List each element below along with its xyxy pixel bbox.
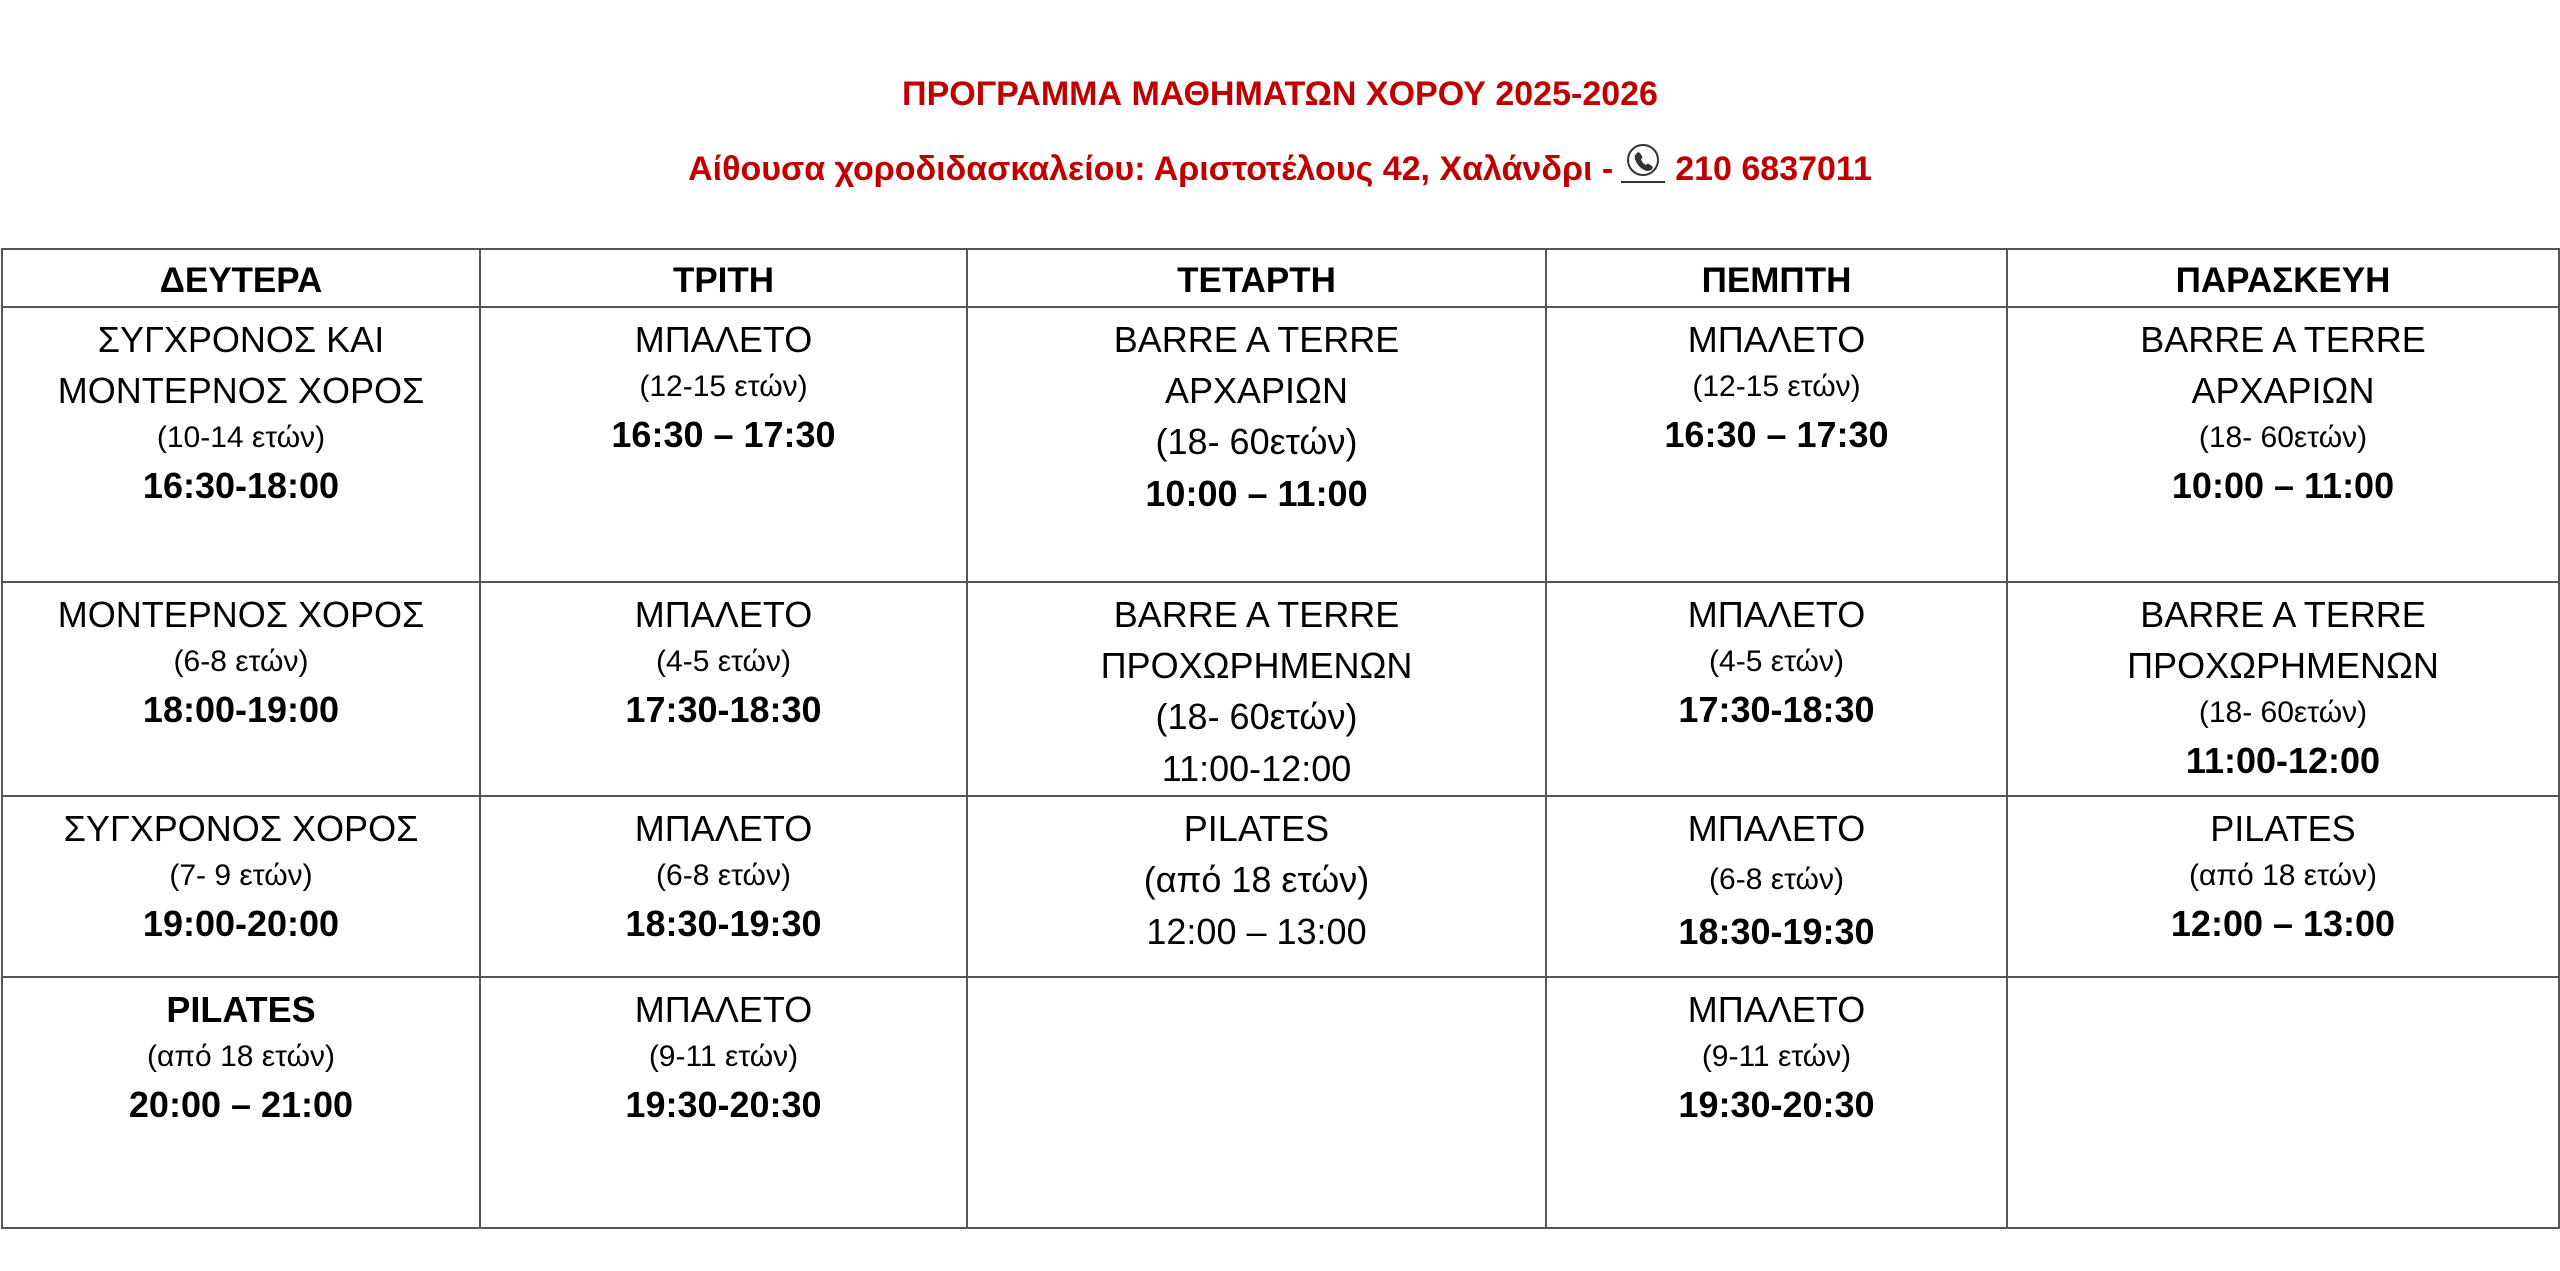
class-name: ΜΟΝΤΕΡΝΟΣ ΧΟΡΟΣ bbox=[57, 594, 425, 635]
class-name: BARRE A TERRE bbox=[1113, 319, 1400, 360]
class-name: BARRE A TERRE bbox=[2140, 594, 2426, 635]
class-time: 12:00 – 13:00 bbox=[1146, 911, 1367, 952]
class-time: 16:30-18:00 bbox=[142, 465, 340, 506]
class-cell bbox=[967, 307, 1546, 582]
age-range: (4-5 ετών) bbox=[656, 645, 791, 678]
class-cell bbox=[1546, 977, 2007, 1228]
age-range: (10-14 ετών) bbox=[156, 421, 326, 454]
schedule-table bbox=[1, 248, 2560, 1229]
class-name: ΜΠΑΛΕΤΟ bbox=[1687, 594, 1866, 635]
empty-cell bbox=[967, 977, 1546, 1228]
class-cell bbox=[1546, 307, 2007, 582]
class-cell bbox=[2, 307, 480, 582]
class-cell bbox=[967, 582, 1546, 796]
day-header: ΠΑΡΑΣΚΕΥΗ bbox=[2007, 249, 2559, 307]
table-row bbox=[2, 977, 2559, 1228]
table-row bbox=[2, 582, 2559, 796]
class-name: ΜΠΑΛΕΤΟ bbox=[634, 808, 813, 849]
age-range: (18- 60ετών) bbox=[2198, 696, 2368, 729]
age-range: (9-11 ετών) bbox=[1701, 1040, 1852, 1073]
class-time: 20:00 – 21:00 bbox=[128, 1084, 354, 1125]
class-name: ΣΥΓΧΡΟΝΟΣ ΧΟΡΟΣ bbox=[63, 808, 419, 849]
class-time: 18:00-19:00 bbox=[142, 689, 340, 730]
class-time: 19:30-20:30 bbox=[1678, 1084, 1875, 1125]
class-time: 11:00-12:00 bbox=[1161, 748, 1352, 789]
class-time: 18:30-19:30 bbox=[1678, 911, 1875, 952]
class-cell bbox=[967, 796, 1546, 977]
class-name: ΜΠΑΛΕΤΟ bbox=[634, 594, 813, 635]
day-header: ΤΕΤΑΡΤΗ bbox=[967, 249, 1546, 307]
age-range: (6-8 ετών) bbox=[1709, 863, 1844, 896]
day-header: ΔΕΥΤΕΡΑ bbox=[2, 249, 480, 307]
table-row bbox=[2, 307, 2559, 582]
class-cell bbox=[480, 796, 967, 977]
class-time: 12:00 – 13:00 bbox=[2170, 903, 2396, 944]
class-name: ΜΠΑΛΕΤΟ bbox=[634, 989, 813, 1030]
class-cell bbox=[1546, 796, 2007, 977]
class-cell bbox=[2007, 796, 2559, 977]
class-time: 10:00 – 11:00 bbox=[2171, 465, 2395, 506]
class-name: BARRE A TERRE bbox=[2140, 319, 2426, 360]
class-name: ΠΡΟΧΩΡΗΜΕΝΩΝ bbox=[2127, 645, 2439, 686]
age-range: (18- 60ετών) bbox=[2198, 421, 2368, 454]
age-range: (από 18 ετών) bbox=[2189, 859, 2377, 892]
day-header: ΠΕΜΠΤΗ bbox=[1546, 249, 2007, 307]
age-range: (12-15 ετών) bbox=[1692, 370, 1861, 403]
day-header: ΤΡΙΤΗ bbox=[480, 249, 967, 307]
class-time: 17:30-18:30 bbox=[1678, 689, 1875, 730]
class-name: ΜΟΝΤΕΡΝΟΣ ΧΟΡΟΣ bbox=[57, 370, 425, 411]
header-row bbox=[2, 249, 2559, 307]
class-time: 11:00-12:00 bbox=[2185, 740, 2381, 781]
class-name: PILATES bbox=[166, 989, 316, 1030]
class-cell bbox=[480, 307, 967, 582]
address-line bbox=[0, 142, 2560, 189]
class-cell bbox=[480, 582, 967, 796]
phone-number: 210 6837011 bbox=[1675, 150, 1872, 188]
class-name: ΜΠΑΛΕΤΟ bbox=[1687, 989, 1866, 1030]
address-text: Αίθουσα χοροδιδασκαλείου: Αριστοτέλους 42, Χαλάνδρι - bbox=[688, 150, 1614, 188]
class-cell bbox=[2, 977, 480, 1228]
class-name: ΠΡΟΧΩΡΗΜΕΝΩΝ bbox=[1100, 645, 1413, 686]
class-time: 19:30-20:30 bbox=[625, 1084, 822, 1125]
age-range: (7- 9 ετών) bbox=[169, 859, 313, 892]
age-range: (από 18 ετών) bbox=[1143, 859, 1370, 900]
page-title: ΠΡΟΓΡΑΜΜΑ ΜΑΘΗΜΑΤΩΝ ΧΟΡΟΥ 2025-2026 bbox=[902, 75, 1658, 113]
class-cell bbox=[1546, 582, 2007, 796]
class-name: PILATES bbox=[1183, 808, 1330, 849]
class-time: 19:00-20:00 bbox=[142, 903, 340, 944]
class-time: 18:30-19:30 bbox=[625, 903, 822, 944]
class-time: 17:30-18:30 bbox=[625, 689, 822, 730]
class-name: ΜΠΑΛΕΤΟ bbox=[1687, 808, 1866, 849]
class-cell bbox=[2, 582, 480, 796]
age-range: (4-5 ετών) bbox=[1709, 645, 1844, 678]
age-range: (18- 60ετών) bbox=[1155, 696, 1358, 737]
class-name: ΣΥΓΧΡΟΝΟΣ ΚΑΙ bbox=[97, 319, 385, 360]
age-range: (12-15 ετών) bbox=[639, 370, 808, 403]
age-range: (από 18 ετών) bbox=[147, 1040, 335, 1073]
class-time: 10:00 – 11:00 bbox=[1145, 473, 1368, 514]
age-range: (6-8 ετών) bbox=[173, 645, 309, 678]
age-range: (18- 60ετών) bbox=[1155, 421, 1358, 462]
class-name: ΑΡΧΑΡΙΩΝ bbox=[2191, 370, 2375, 411]
class-cell bbox=[2007, 307, 2559, 582]
age-range: (9-11 ετών) bbox=[648, 1040, 799, 1073]
class-cell bbox=[2, 796, 480, 977]
class-time: 16:30 – 17:30 bbox=[611, 414, 836, 455]
phone-icon bbox=[1619, 142, 1667, 186]
class-name: ΑΡΧΑΡΙΩΝ bbox=[1165, 370, 1348, 411]
class-cell bbox=[480, 977, 967, 1228]
class-cell bbox=[2007, 582, 2559, 796]
class-time: 16:30 – 17:30 bbox=[1664, 414, 1889, 455]
table-row bbox=[2, 796, 2559, 977]
age-range: (6-8 ετών) bbox=[656, 859, 791, 892]
class-name: BARRE A TERRE bbox=[1113, 594, 1400, 635]
class-name: ΜΠΑΛΕΤΟ bbox=[634, 319, 813, 360]
class-name: ΜΠΑΛΕΤΟ bbox=[1687, 319, 1866, 360]
empty-cell bbox=[2007, 977, 2559, 1228]
class-name: PILATES bbox=[2210, 808, 2356, 849]
